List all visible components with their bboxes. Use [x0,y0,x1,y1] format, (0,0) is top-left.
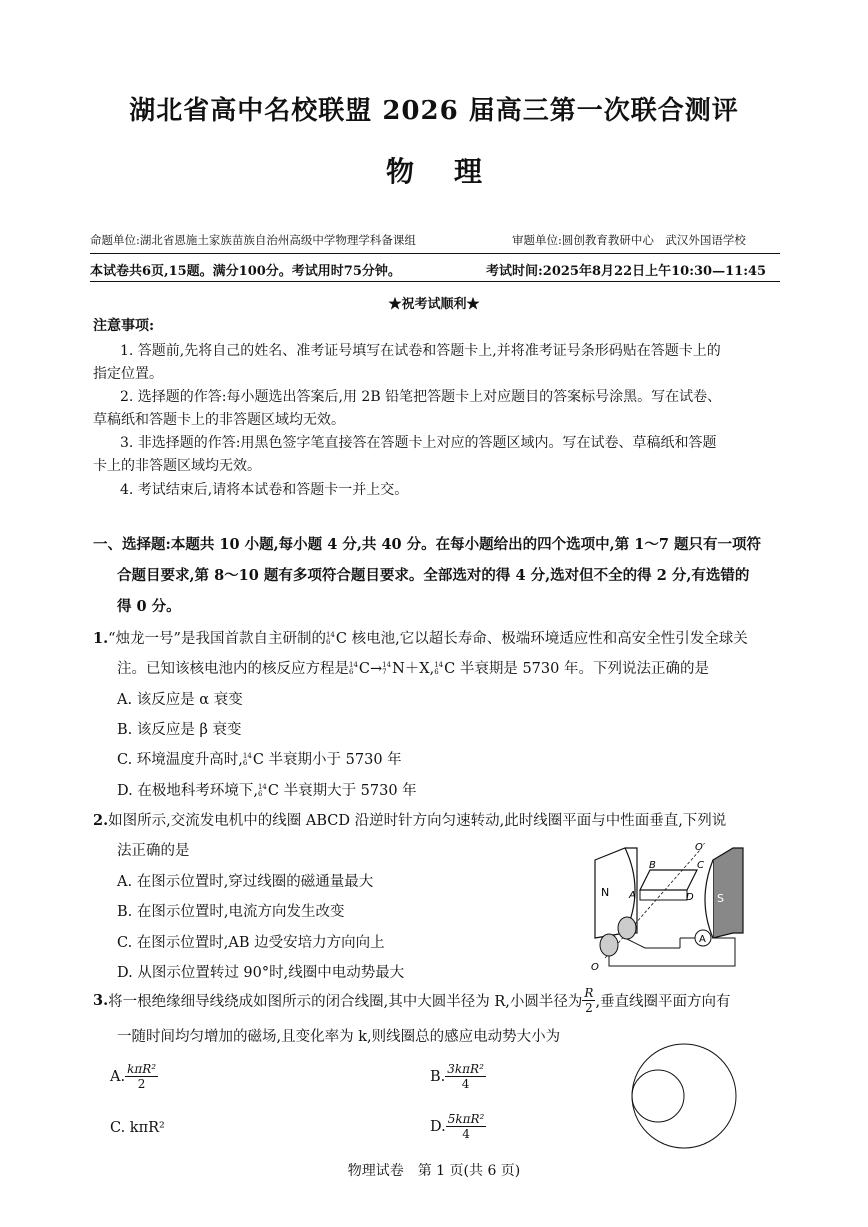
exam-title: 湖北省高中名校联盟 2026 届高三第一次联合测评 [129,96,739,126]
label-n: N [601,886,610,899]
note-line: 4. 考试结束后,请将本试卷和答题卡一并上交。 [120,482,409,498]
question-3-option-c[interactable]: C. kπR² [110,1120,165,1136]
isotope-c: 14 6 [434,661,444,676]
question-3-line: 一随时间均匀增加的磁场,且变化率为 k,则线圈总的感应电动势大小为 [117,1029,561,1045]
question-1-line: 注。已知该核电池内的核反应方程是 14 6 C→ 14 7 N＋X, 14 6 C 半衰期是 5730 年。下列说法正确的是 [117,661,709,677]
subject-title: 物理 [385,155,522,188]
coil-figure [628,1042,740,1150]
svg-text:A: A [699,934,706,945]
question-2-option-b[interactable]: B. 在图示位置时,电流方向发生改变 [117,904,345,920]
question-1-line: 1.“烛龙一号”是我国首款自主研制的 14 6 C 核电池,它以超长寿命、极端环境适应性和高安全性引发全球关 [93,630,748,647]
label-b: B [649,860,656,871]
section-heading: 合题目要求,第 8～10 题有多项符合题目要求。全部选对的得 4 分,选对但不全的得 2 分,有选错的 [117,567,750,584]
reviewer-line: 审题单位:圆创教育教研中心 武汉外国语学校 [512,233,746,247]
fraction: $\frac{R}{2}$ [584,986,594,1015]
isotope-n: 14 7 [382,661,392,676]
question-2-option-a[interactable]: A. 在图示位置时,穿过线圈的磁通量最大 [117,874,374,890]
question-3-option-d[interactable]: D. $\frac{\text{5kπR²}}{4}$ [430,1112,485,1141]
isotope-c: 14 6 [242,752,252,767]
label-d: D [686,892,694,903]
question-1-option-c[interactable]: C. 环境温度升高时, 14 6 C 半衰期小于 5730 年 [117,752,402,768]
notes-heading: 注意事项: [93,318,155,334]
question-2-line: 2.如图所示,交流发电机中的线圈 ABCD 沿逆时针方向匀速转动,此时线圈平面与中性面垂直,下列说 [93,812,727,829]
question-3-option-b[interactable]: B. $\frac{\text{3kπR²}}{4}$ [430,1062,484,1091]
isotope-c: 14 6 [349,661,358,676]
label-s: S [717,892,724,905]
question-1-option-b[interactable]: B. 该反应是 β 衰变 [117,722,242,738]
label-o-prime: O′ [695,842,706,853]
question-3-option-a[interactable]: A. $\frac{\text{kπR²}}{2}$ [110,1062,157,1091]
isotope-c: 14 6 [257,783,267,798]
label-o: O [591,962,599,973]
question-2-option-d[interactable]: D. 从图示位置转过 90°时,线圈中电动势最大 [117,965,405,981]
isotope-c: 14 6 [325,631,335,646]
question-2-option-c[interactable]: C. 在图示位置时,AB 边受安培力方向向上 [117,935,385,951]
label-c: C [697,860,704,871]
note-line: 草稿纸和答题卡上的非答题区域均无效。 [93,412,345,428]
blessing: ★祝考试顺利★ [388,297,480,312]
paper-info: 本试卷共6页,15题。满分100分。考试用时75分钟。 [90,264,401,279]
question-number: 1. [93,630,109,647]
setter-line: 命题单位:湖北省恩施土家族苗族自治州高级中学物理学科备课组 [90,233,416,247]
section-heading: 一、选择题:本题共 10 小题,每小题 4 分,共 40 分。在每小题给出的四个选项中,第 1～7 题只有一项符 [93,536,762,553]
note-line: 指定位置。 [93,366,163,382]
divider-top [90,253,780,254]
note-line: 3. 非选择题的作答:用黑色签字笔直接答在答题卡上对应的答题区域内。写在试卷、草稿纸和答题 [120,435,717,451]
note-line: 2. 选择题的作答:每小题选出答案后,用 2B 铅笔把答题卡上对应题目的答案标号涂黑。写在试卷、 [120,389,722,405]
question-2-line: 法正确的是 [117,843,190,859]
divider-bottom [90,281,780,282]
question-3-line: 3. 将一根绝缘细导线绕成如图所示的闭合线圈,其中大圆半径为 R,小圆半径为 $\frac{R}{2}$ ,垂直线圈平面方向有 [93,986,731,1015]
question-1-option-a[interactable]: A. 该反应是 α 衰变 [117,692,243,708]
exam-time: 考试时间:2025年8月22日上午10:30—11:45 [486,264,767,279]
note-line: 1. 答题前,先将自己的姓名、准考证号填写在试卷和答题卡上,并将准考证号条形码贴在答题卡上的 [120,343,721,359]
section-heading: 得 0 分。 [117,598,181,615]
page-footer: 物理试卷 第 1 页(共 6 页) [347,1163,521,1179]
coil [640,870,697,890]
question-1-option-d[interactable]: D. 在极地科考环境下, 14 6 C 半衰期大于 5730 年 [117,783,417,799]
label-a: A [629,890,636,901]
note-line: 卡上的非答题区域均无效。 [93,458,261,474]
small-circle [632,1070,684,1122]
generator-figure [585,838,780,973]
